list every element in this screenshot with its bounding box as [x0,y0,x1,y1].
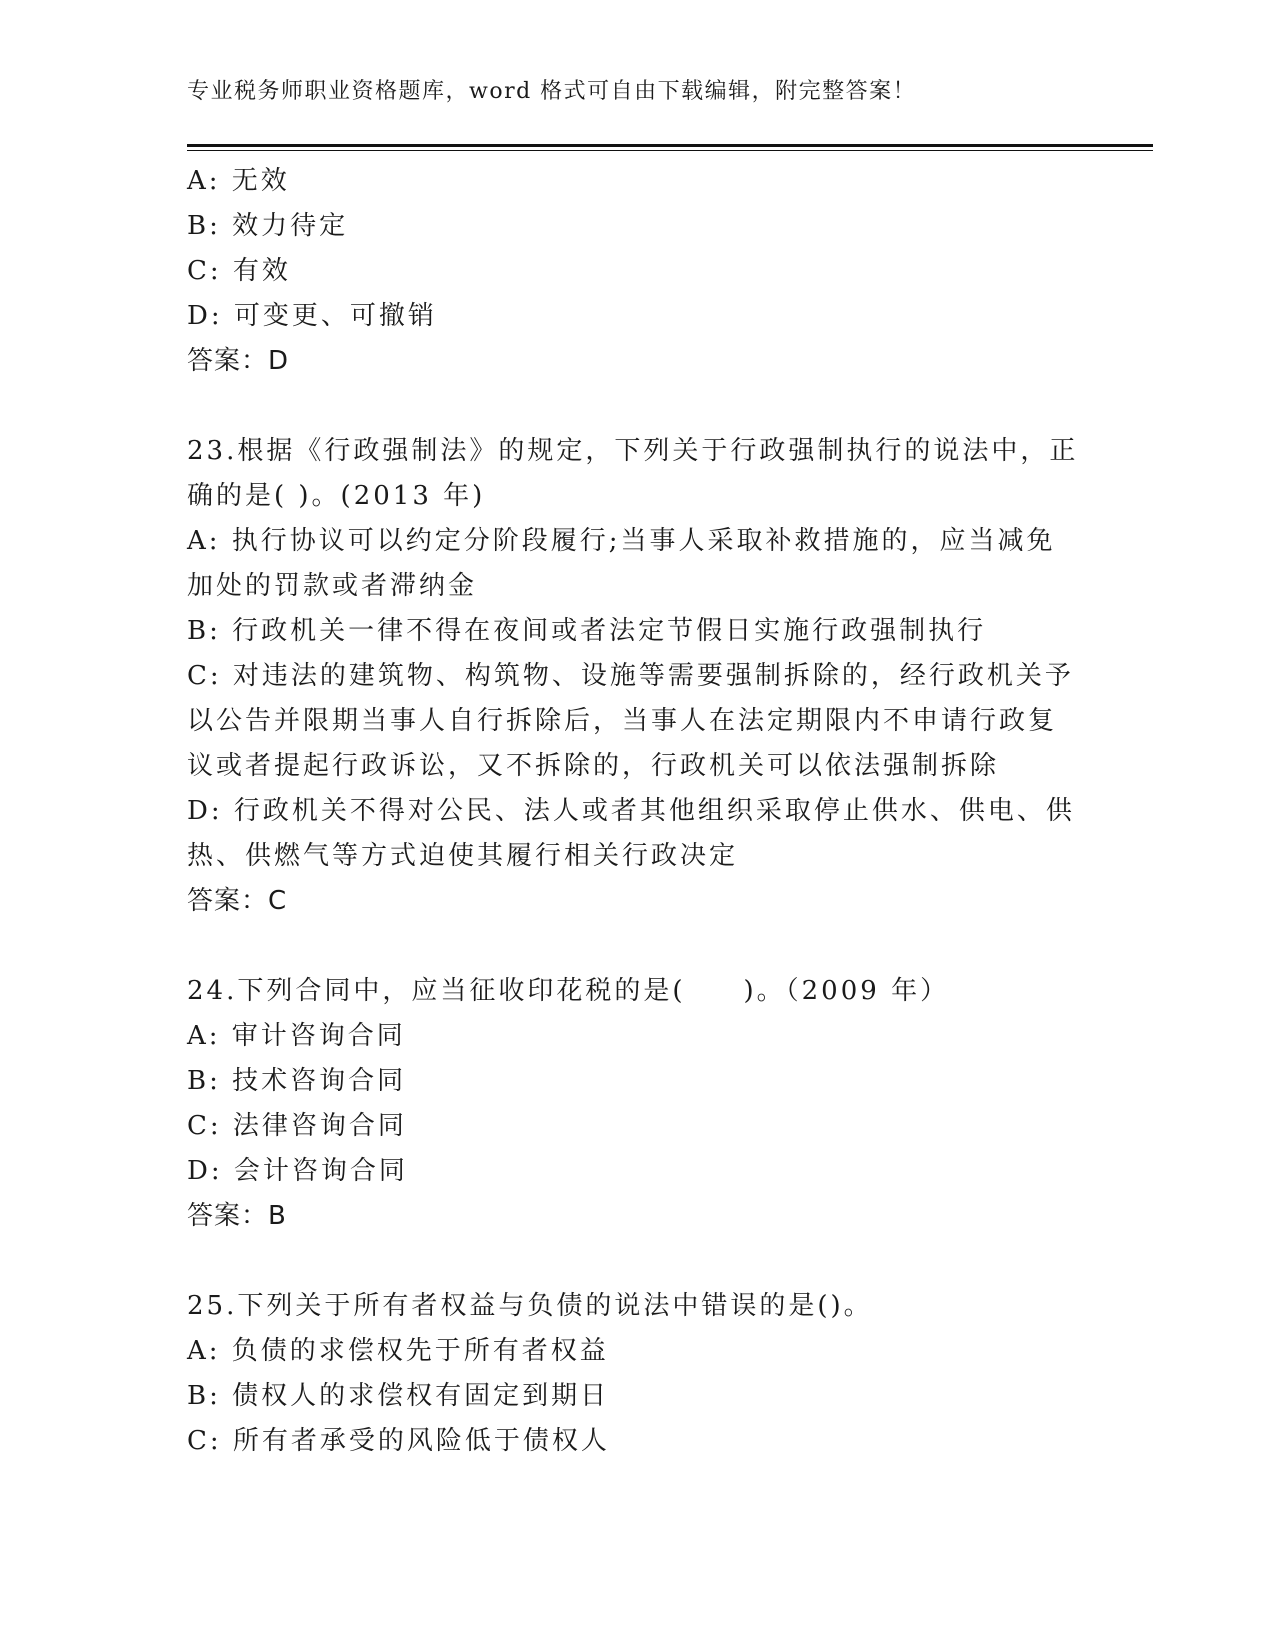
option-c-cont: 以公告并限期当事人自行拆除后，当事人在法定期限内不申请行政复 [187,706,1058,736]
option-b: B: 技术咨询合同 [187,1066,407,1096]
spacer [187,924,1087,969]
option-b: B: 行政机关一律不得在夜间或者法定节假日实施行政强制执行 [187,616,987,646]
header-rule-thick [187,144,1153,147]
option-a: A: 审计咨询合同 [187,1021,406,1051]
option-a: A: 无效 [187,166,290,196]
option-c: C: 对违法的建筑物、构筑物、设施等需要强制拆除的，经行政机关予 [187,661,1074,691]
option-c: C: 所有者承受的风险低于债权人 [187,1426,610,1456]
option-d: D: 行政机关不得对公民、法人或者其他组织采取停止供水、供电、供 [187,796,1075,826]
option-b: B: 债权人的求偿权有固定到期日 [187,1381,610,1411]
option-b: B: 效力待定 [187,211,349,241]
question-25 [187,1284,1087,1464]
question-22-continued [187,159,1087,384]
page-header: 专业税务师职业资格题库，word 格式可自由下载编辑，附完整答案！ [187,79,917,104]
option-a: A: 负债的求偿权先于所有者权益 [187,1336,609,1366]
spacer [187,384,1087,429]
answer: 答案：C [187,886,288,916]
question-stem-line: 25.下列关于所有者权益与负债的说法中错误的是()。 [187,1291,873,1321]
option-c: C: 有效 [187,256,291,286]
document-body [187,159,1087,1464]
answer: 答案：D [187,346,290,376]
question-stem-line: 确的是( )。(2013 年) [187,481,486,511]
question-23 [187,429,1087,924]
option-c-cont: 议或者提起行政诉讼，又不拆除的，行政机关可以依法强制拆除 [187,751,1000,781]
option-a: A: 执行协议可以约定分阶段履行;当事人采取补救措施的，应当减免 [187,526,1056,556]
spacer [187,1239,1087,1284]
header-rule-thin [187,150,1153,151]
question-stem-line: 24.下列合同中，应当征收印花税的是( )。（2009 年） [187,976,950,1006]
question-24 [187,969,1087,1239]
option-d: D: 会计咨询合同 [187,1156,408,1186]
option-a-cont: 加处的罚款或者滞纳金 [187,571,478,601]
answer: 答案：B [187,1201,287,1231]
option-c: C: 法律咨询合同 [187,1111,407,1141]
option-d-cont: 热、供燃气等方式迫使其履行相关行政决定 [187,841,739,871]
question-stem-line: 23.根据《行政强制法》的规定，下列关于行政强制执行的说法中，正 [187,436,1079,466]
option-d: D: 可变更、可撤销 [187,301,437,331]
